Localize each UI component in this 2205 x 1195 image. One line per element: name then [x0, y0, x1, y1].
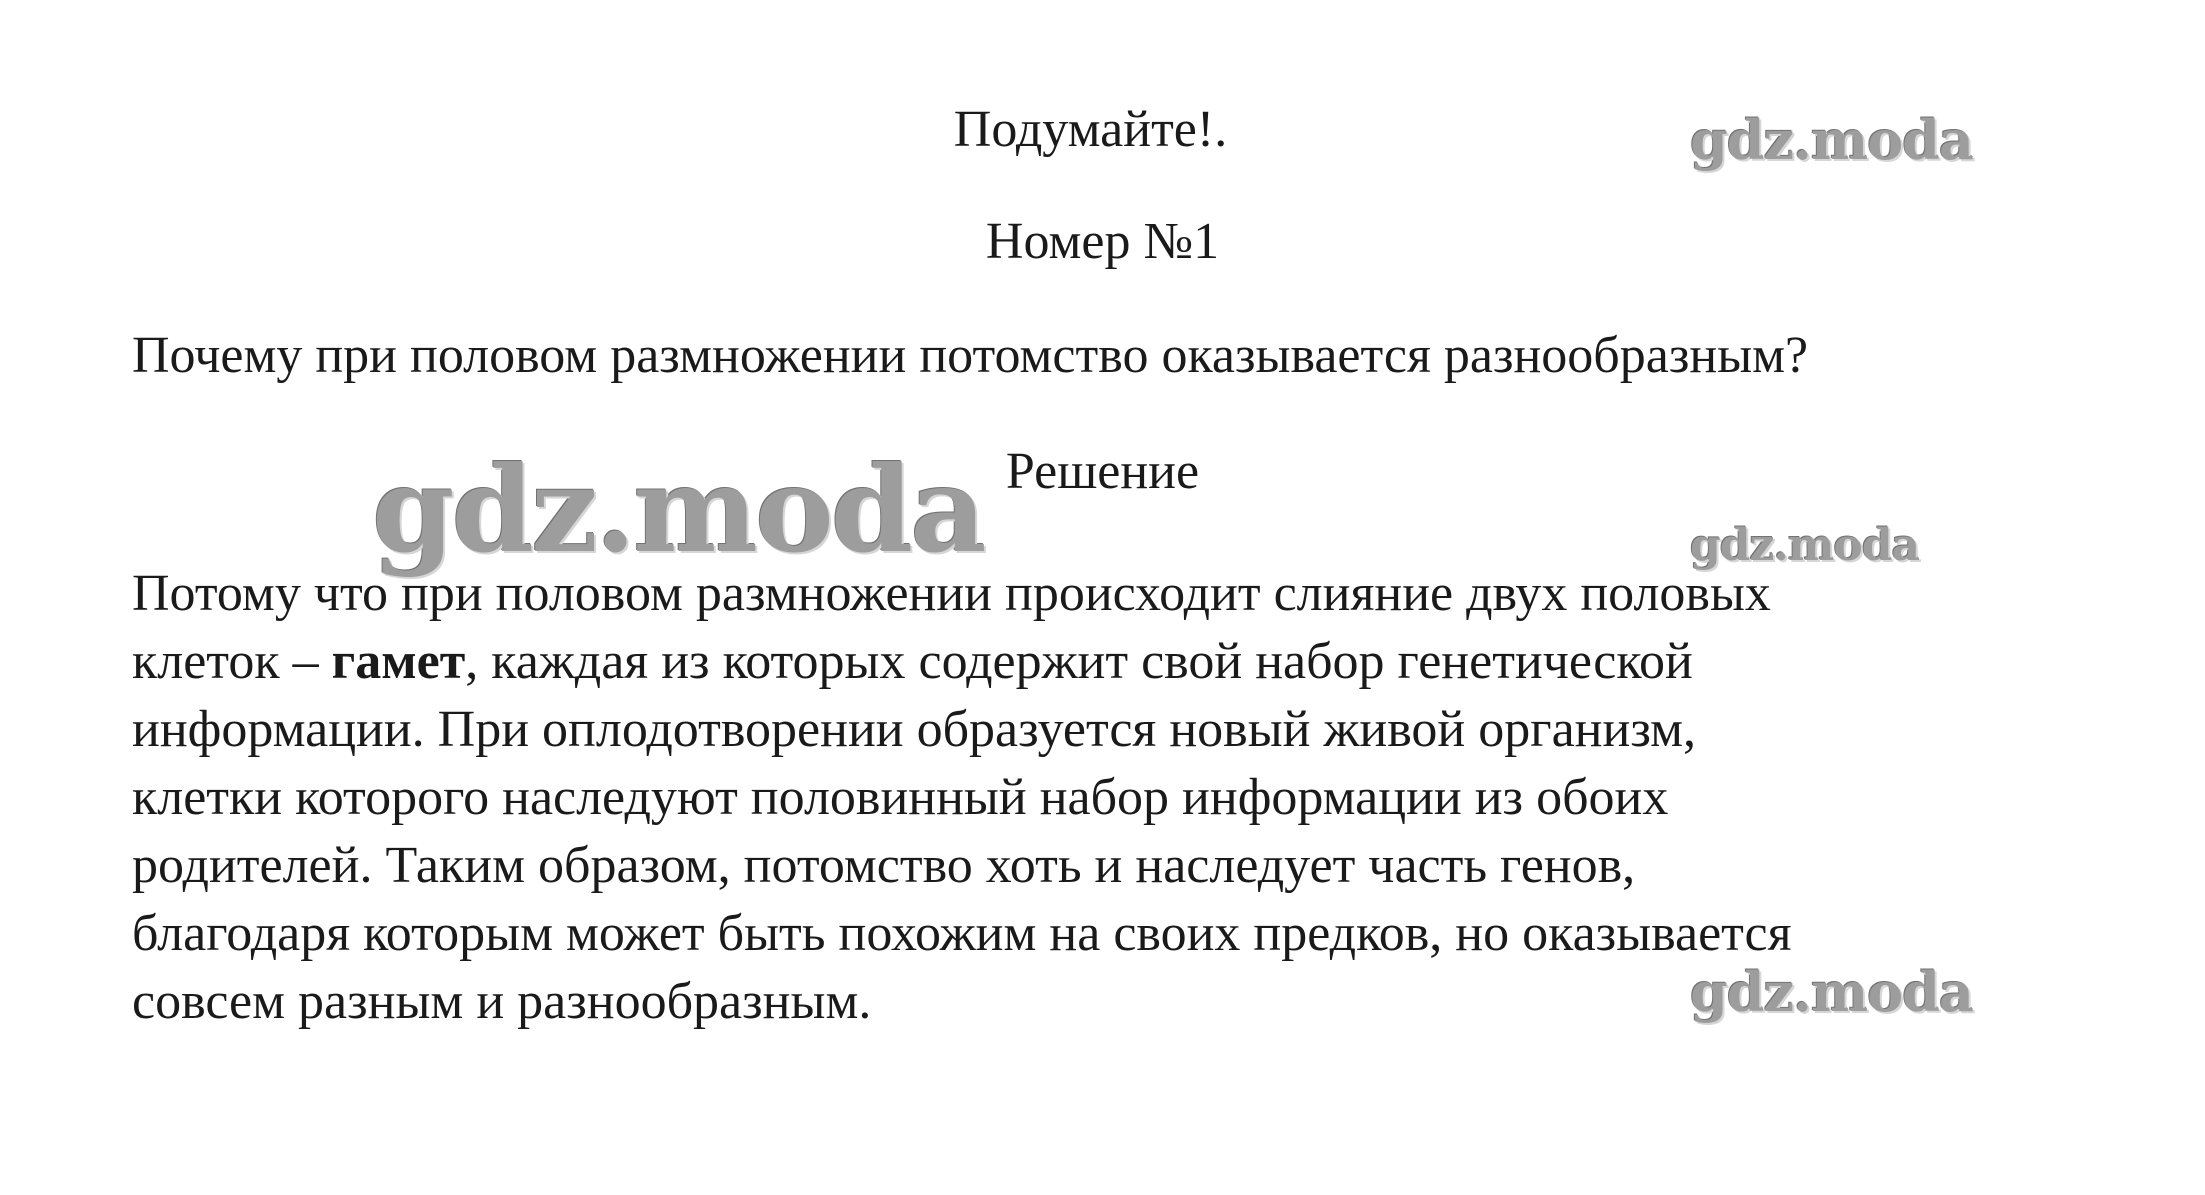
- answer-text: [132, 560, 2132, 1036]
- section-title: Подумайте!.: [953, 101, 1228, 158]
- answer-text-fragment: , каждая из которых содержит свой набор генетической: [465, 633, 1693, 690]
- answer-line: [132, 628, 2132, 696]
- watermark-logo-large: gdz.moda: [372, 440, 984, 579]
- answer-line: совсем разным и разнообразным.: [132, 973, 872, 1030]
- answer-bold-term: гамет: [331, 633, 466, 690]
- answer-line: клетки которого наследуют половинный набор информации из обоих: [132, 769, 1669, 826]
- answer-line: информации. При оплодотворении образуется новый живой организм,: [132, 701, 1697, 758]
- watermark-logo: gdz.moda: [1690, 520, 1920, 571]
- answer-line: благодаря которым может быть похожим на своих предков, но оказывается: [132, 905, 1792, 962]
- question-text: Почему при половом размножении потомство оказывается разнообразным?: [132, 327, 1809, 384]
- answer-line: Потому что при половом размножении происходит слияние двух половых: [132, 565, 1771, 622]
- watermark-logo: gdz.moda: [1690, 960, 1973, 1024]
- watermark-logo: gdz.moda: [1690, 108, 1973, 172]
- task-number: Номер №1: [985, 213, 1220, 270]
- answer-line: родителей. Таким образом, потомство хоть и наследует часть генов,: [132, 837, 1636, 894]
- solution-label: Решение: [1005, 443, 1200, 500]
- answer-text-fragment: клеток –: [132, 633, 332, 690]
